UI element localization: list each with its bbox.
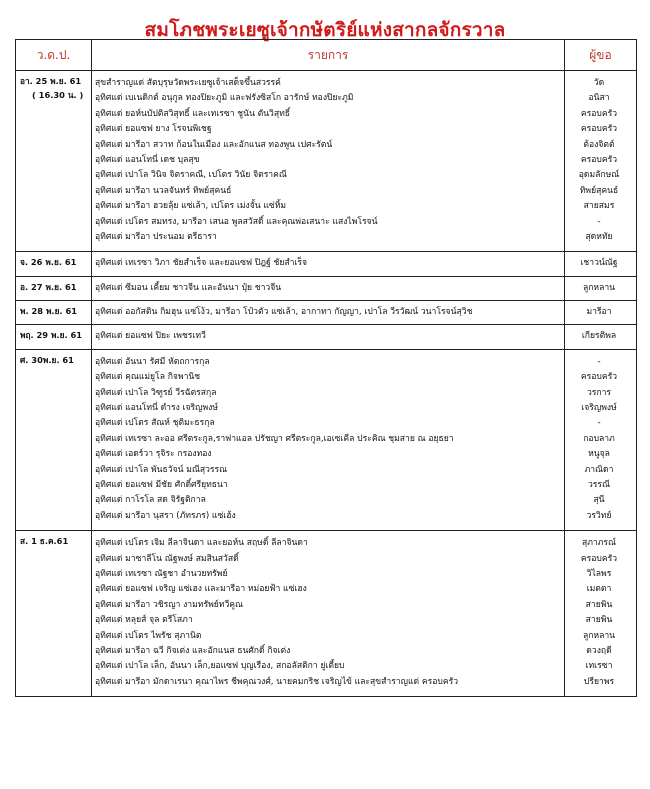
items-cell xyxy=(92,531,565,697)
items-cell xyxy=(92,301,565,325)
page-title: สมโภชพระเยซูเจ้ากษัตริย์แห่งสากลจักรวาล xyxy=(144,19,506,41)
intention-item: อุทิศแด่ ยอแซฟ ยาง โรจนพิเชฐ xyxy=(95,124,212,135)
items-cell xyxy=(92,276,565,300)
intention-item: อุทิศแด่ มารีอา ฉวี กิจเต่ง และอักแนส ธนศักดิ์ กิจเต่ง xyxy=(95,645,291,656)
date-text: ศ. 30พ.ย. 61 xyxy=(20,354,74,365)
requester-name: ดวงฤดี xyxy=(586,645,612,656)
requester-name: ครอบครัว xyxy=(580,124,618,135)
requester-cell xyxy=(565,325,637,349)
requester-name: วรการ xyxy=(586,387,612,398)
items-cell xyxy=(92,349,565,530)
intention-item: อุทิศแด่ มารีอา ฮวยลุ้ย แซ่เล้า, เปโตร เม่งจั้น แซ่หิ้ม xyxy=(95,201,287,212)
intention-item: อุทิศแด่ ยอแซฟ ปิยะ เพชรเทวี xyxy=(95,331,206,342)
date-cell xyxy=(16,252,92,276)
intention-item: อุทิศแด่ ยอห์นบัปติสวิสุทธิ์ และเทเรซา ชูนัน ตันวิสุทธิ์ xyxy=(95,108,291,119)
intention-item: อุทิศแด่ ยอแซฟ เจริญ แซ่เฮง และมารีอา หม่อยฟ้า แซ่เฮง xyxy=(95,584,307,595)
requester-name: - xyxy=(597,216,601,227)
date-cell xyxy=(16,349,92,530)
requester-name: สายพิน xyxy=(585,599,613,610)
requester-cell xyxy=(565,301,637,325)
requester-name: - xyxy=(597,418,601,429)
items-cell xyxy=(92,71,565,252)
requester-name: ทิพย์สุคนธ์ xyxy=(579,185,619,196)
requester-name: สายสมร xyxy=(583,201,615,212)
requester-column-header: ผู้ขอ xyxy=(565,40,637,71)
requester-name: ปรียาพร xyxy=(583,676,615,687)
requester-name: ครอบครัว xyxy=(580,372,618,383)
intention-item: อุทิศแด่ มารีอา นุสรา (ภัทรภร) แซ่เฮ้ง xyxy=(95,510,236,521)
requester-name: ครอบครัว xyxy=(580,108,618,119)
intention-item: อุทิศแด่ เปาโล พันธวัจน์ มณีสุวรรณ xyxy=(95,464,228,475)
date-text: จ. 26 พ.ย. 61 xyxy=(20,257,77,268)
intention-item: อุทิศแด่ ยอแซฟ มีชัย ศักดิ์ศรียุทธนา xyxy=(95,479,228,490)
requester-name: อนิสา xyxy=(588,93,610,104)
requester-name: ครอบครัว xyxy=(580,154,618,165)
intention-item: อุทิศแด่ มารีอา ประนอม ตรีธารา xyxy=(95,231,217,242)
intention-item: อุทิศแด่ เทเรซา ณัฐชา อำนวยทรัพย์ xyxy=(95,568,228,579)
intention-item: อุทิศแด่ เปาโล เล็ก, อันนา เล็ก,ยอแซฟ บุญเรือง, สกอลัสติกา ยู่เตี้ยบ xyxy=(95,661,345,672)
requester-name: วิไลพร xyxy=(586,568,612,579)
requester-cell xyxy=(565,71,637,252)
date-cell xyxy=(16,325,92,349)
intention-item: อุทิศแด่ มารีอา สวาท ก้อนในเมือง และอักแนส ทองพูน เปศะรัตน์ xyxy=(95,139,333,150)
intention-item: อุทิศแด่ เปโตร ไพรัช สุภานิต xyxy=(95,630,202,641)
requester-name: สายพิน xyxy=(585,615,613,626)
intention-item: อุทิศแด่ กาโรโล สด จิรัฐติกาล xyxy=(95,495,206,506)
intention-item: อุทิศแด่ อันนา รัศมี หัตถการกุล xyxy=(95,356,210,367)
table-row xyxy=(16,349,637,530)
date-text: อา. 25 พ.ย. 61 xyxy=(20,76,82,86)
requester-name: เจริญพงษ์ xyxy=(581,403,617,414)
intention-item: อุทิศแด่ เทเรซา ละออ ศรีตระกูล,ราฟาแอล ปรัชญา ศรีตระกูล,เอเซเคีล ประคิณ ชุมสาย ณ อยุธยา xyxy=(95,433,454,444)
intention-item: อุทิศแด่ มาซาลีโน ณัฐพงษ์ สมสินสวัสดิ์ xyxy=(95,553,239,564)
mass-intentions-table xyxy=(15,39,637,697)
intention-item: อุทิศแด่ มารีอา มักดาเรนา คุณาไพร ชีพคุณวงศ์, นายคมกริช เจริญไข้ และสุขสำราญแด่ ครอบครัว xyxy=(95,676,459,687)
requester-name: เชาวน์ณัฐ xyxy=(580,258,618,269)
requester-name: มารีอา xyxy=(586,307,612,318)
date-text: พฤ. 29 พ.ย. 61 xyxy=(20,330,83,341)
items-cell xyxy=(92,252,565,276)
requester-cell xyxy=(565,252,637,276)
items-column-header: รายการ xyxy=(92,40,565,71)
intention-item: อุทิศแด่ เทเรซา วิภา ชัยสำเร็จ และยอแซฟ ปิฎฐ์ ชัยสำเร็จ xyxy=(95,258,308,269)
intention-item: อุทิศแด่ มารีอา นวลจันทร์ ทิพย์สุคนธ์ xyxy=(95,185,232,196)
requester-name: เมตตา xyxy=(586,584,612,595)
date-text: อ. 27 พ.ย. 61 xyxy=(20,281,77,292)
table-row xyxy=(16,252,637,276)
requester-name: ต้องจิตต์ xyxy=(583,139,615,150)
requester-name: เกียรติพล xyxy=(581,331,617,342)
intention-item: อุทิศแด่ ซีมอน เคี้ยม ชาวจีน และอันนา ปุ๋ย ชาวจีน xyxy=(95,282,282,293)
table-header-row xyxy=(16,40,637,71)
date-cell xyxy=(16,301,92,325)
intention-item: อุทิศแด่ แอนโทนี่ ดำรง เจริญพงษ์ xyxy=(95,403,218,414)
date-cell xyxy=(16,276,92,300)
requester-name: วัด xyxy=(593,78,605,88)
requester-name: ภาณิดา xyxy=(584,464,614,475)
requester-name: - xyxy=(597,356,601,367)
intention-item: อุทิศแด่ เอดร์วา รุจิระ กรองทอง xyxy=(95,449,212,460)
date-cell xyxy=(16,531,92,697)
intention-item: อุทิศแด่ แอนโทนี่ เดช บุลสุข xyxy=(95,154,200,165)
intention-item: สุขสำราญแด่ สัตบุรุษวัดพระเยซูเจ้าเสด็จขึ้นสวรรค์ xyxy=(95,78,281,88)
requester-cell xyxy=(565,349,637,530)
date-cell xyxy=(16,71,92,252)
intention-item: อุทิศแด่ ออกัสติน กิมฮุน แซ่โง้ว, มารีอา โป๋วตัว แซ่เล้า, อากาทา กัญญา, เปาโล วีรวัฒน์ วนาโรจน์สุวิช xyxy=(95,307,473,318)
table-row xyxy=(16,301,637,325)
date-column-header: ว.ด.ป. xyxy=(16,40,92,71)
table-body xyxy=(16,71,637,697)
intention-item: อุทิศแด่ เปาโล วิฑูรย์ วีรฉัตรสกุล xyxy=(95,387,217,398)
table-row xyxy=(16,531,637,697)
requester-name: ลูกหลาน xyxy=(582,630,616,641)
requester-name: อุดมลักษณ์ xyxy=(578,170,620,181)
table-row xyxy=(16,276,637,300)
requester-name: ครอบครัว xyxy=(580,553,618,564)
requester-name: วรวิทย์ xyxy=(586,510,612,521)
items-cell xyxy=(92,325,565,349)
time-text: ( 16.30 น. ) xyxy=(32,89,84,100)
requester-name: วรรณี xyxy=(587,479,611,490)
requester-name: สุภาภรณ์ xyxy=(582,538,616,549)
requester-cell xyxy=(565,531,637,697)
requester-name: ลูกหลาน xyxy=(582,282,616,293)
intention-item: อุทิศแด่ เบเนดิกต์ อนุกูล ทองปิยะภูมิ และฟรังซิสโก อารักษ์ ทองปิยะภูมิ xyxy=(95,93,354,104)
table-row xyxy=(16,325,637,349)
table-row xyxy=(16,71,637,252)
requester-name: สุนี xyxy=(593,495,605,506)
intention-item: อุทิศแด่ เปโตร สัณห์ ชุติมะธรกุล xyxy=(95,418,215,429)
requester-name: หนูจุล xyxy=(588,449,610,460)
intention-item: อุทิศแด่ เปาโล วินิจ จิตราคณี, เปโตร วินัย จิตราคณี xyxy=(95,170,287,181)
requester-name: สุดหทัย xyxy=(585,231,613,242)
requester-cell xyxy=(565,276,637,300)
intention-item: อุทิศแด่ คุณแม่ยูโล กิจพานิช xyxy=(95,372,201,383)
intention-item: อุทิศแด่ เปโตร สมทรง, มารีอา เสนอ พูลสวัสดิ์ และคุณพ่อเสนาะ แสงไพโรจน์ xyxy=(95,216,378,227)
requester-name: เทเรซา xyxy=(585,661,613,672)
intention-item: อุทิศแด่ เปโตร เจิม ลีลาจินดา และยอห์น สฤษดิ์ ลีลาจินดา xyxy=(95,538,308,549)
date-text: ส. 1 ธ.ค.61 xyxy=(20,536,69,547)
requester-name: กอบลาภ xyxy=(583,433,615,444)
date-text: พ. 28 พ.ย. 61 xyxy=(20,306,78,317)
intention-item: อุทิศแด่ หลุยส์ จุล ตรีโสภา xyxy=(95,615,193,626)
intention-item: อุทิศแด่ มารีอา วชิรญา งามทรัพย์ทวีคูณ xyxy=(95,599,243,610)
